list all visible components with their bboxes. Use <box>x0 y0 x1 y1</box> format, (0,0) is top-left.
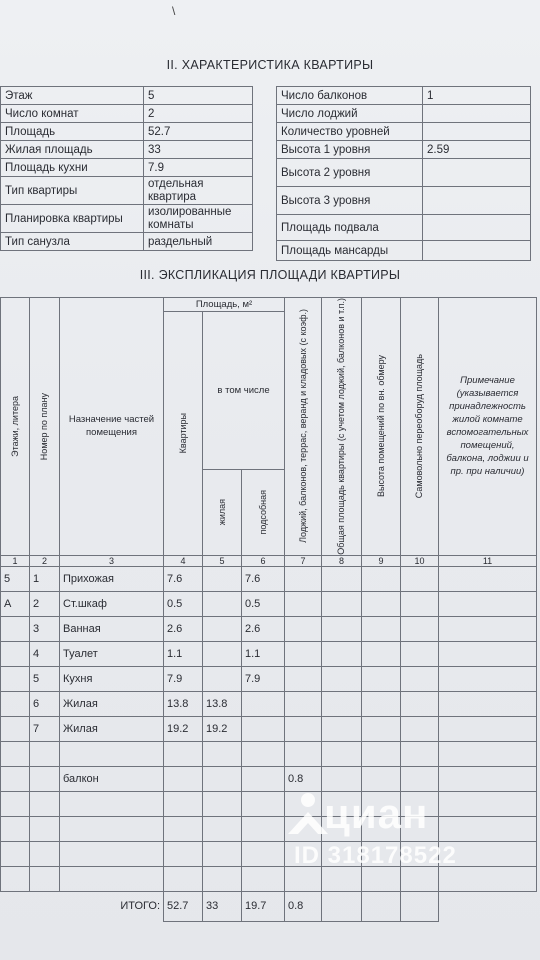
cell-empty <box>362 591 401 616</box>
cell-loggia <box>285 566 322 591</box>
cell-name: Кухня <box>60 666 164 691</box>
cell-empty <box>362 666 401 691</box>
cell-empty <box>401 691 439 716</box>
cell-living <box>203 866 242 891</box>
char-value <box>423 123 531 141</box>
cell-empty <box>322 641 362 666</box>
cell-floor <box>1 691 30 716</box>
cell-living <box>203 791 242 816</box>
cell-floor <box>1 816 30 841</box>
cell-empty <box>439 641 537 666</box>
char-label: Жилая площадь <box>1 141 144 159</box>
header-inner-height: Высота помещений по вн. обмеру <box>362 298 401 556</box>
char-value: 2.59 <box>423 141 531 159</box>
cell-empty <box>322 591 362 616</box>
header-auxiliary: подсобная <box>242 469 285 555</box>
cell-empty <box>362 616 401 641</box>
column-number: 3 <box>60 555 164 566</box>
cell-flat <box>164 741 203 766</box>
cell-name <box>60 816 164 841</box>
char-label: Высота 3 уровня <box>277 187 423 215</box>
cell-no: 6 <box>30 691 60 716</box>
cell-no: 1 <box>30 566 60 591</box>
table-row <box>1 716 537 741</box>
table-row <box>1 766 537 791</box>
char-value: 5 <box>144 87 253 105</box>
column-number: 6 <box>242 555 285 566</box>
column-number: 9 <box>362 555 401 566</box>
header-flat: Квартиры <box>164 312 203 556</box>
total-aux: 19.7 <box>242 891 285 921</box>
cell-aux <box>242 816 285 841</box>
header-including: в том числе <box>203 312 285 470</box>
char-value <box>423 105 531 123</box>
total-cell <box>322 891 362 921</box>
cell-no: 2 <box>30 591 60 616</box>
cell-floor <box>1 641 30 666</box>
char-label: Этаж <box>1 87 144 105</box>
table-row <box>1 566 537 591</box>
cell-empty <box>322 716 362 741</box>
cell-empty <box>401 566 439 591</box>
char-value <box>423 187 531 215</box>
cell-name <box>60 866 164 891</box>
cell-no: 3 <box>30 616 60 641</box>
cell-empty <box>322 616 362 641</box>
section2-title: II. ХАРАКТЕРИСТИКА КВАРТИРЫ <box>166 58 374 72</box>
table-row <box>1 641 537 666</box>
cell-aux <box>242 741 285 766</box>
char-value: 1 <box>423 87 531 105</box>
cell-no: 4 <box>30 641 60 666</box>
cell-loggia <box>285 591 322 616</box>
column-number: 2 <box>30 555 60 566</box>
char-label: Площадь кухни <box>1 159 144 177</box>
char-value: 7.9 <box>144 159 253 177</box>
header-area: Площадь, м² <box>164 298 285 312</box>
cell-no <box>30 791 60 816</box>
cell-flat: 7.6 <box>164 566 203 591</box>
total-cell <box>401 891 439 921</box>
char-label: Количество уровней <box>277 123 423 141</box>
cell-flat <box>164 841 203 866</box>
cell-living <box>203 566 242 591</box>
cell-living <box>203 741 242 766</box>
column-numbers-row <box>1 555 537 566</box>
header-note: Примечание (указывается принадлежность жилой комнате вспомогательных помещений, балкона, лоджии и пр. при наличии) <box>439 298 537 556</box>
cell-empty <box>439 591 537 616</box>
header-total-area: Общая площадь квартиры (с учетом лоджий, балконов и т.п.) <box>322 298 362 556</box>
cell-empty <box>439 716 537 741</box>
cell-empty <box>322 766 362 791</box>
cell-flat: 1.1 <box>164 641 203 666</box>
cell-empty <box>401 666 439 691</box>
char-label: Число комнат <box>1 105 144 123</box>
cell-floor <box>1 866 30 891</box>
char-label: Высота 1 уровня <box>277 141 423 159</box>
cell-empty <box>362 691 401 716</box>
header-floor: Этажи, литера <box>1 298 30 556</box>
cell-name <box>60 791 164 816</box>
cell-name: Прихожая <box>60 566 164 591</box>
cell-empty <box>362 766 401 791</box>
cell-flat <box>164 791 203 816</box>
char-value: 52.7 <box>144 123 253 141</box>
table-row <box>1 791 537 816</box>
total-living: 33 <box>203 891 242 921</box>
watermark-brand: циан <box>324 790 429 837</box>
header-loggia: Лоджий, балконов, террас, веранд и кладовых (с коэф.) <box>285 298 322 556</box>
cell-loggia <box>285 641 322 666</box>
char-value <box>423 215 531 241</box>
cell-aux <box>242 716 285 741</box>
cell-no <box>30 766 60 791</box>
cell-aux: 2.6 <box>242 616 285 641</box>
column-number: 4 <box>164 555 203 566</box>
cell-flat: 13.8 <box>164 691 203 716</box>
char-label: Тип санузла <box>1 233 144 251</box>
cell-flat: 0.5 <box>164 591 203 616</box>
cell-name: Туалет <box>60 641 164 666</box>
cell-no: 5 <box>30 666 60 691</box>
cell-floor <box>1 766 30 791</box>
cell-loggia <box>285 741 322 766</box>
char-value: раздельный <box>144 233 253 251</box>
column-number: 5 <box>203 555 242 566</box>
cell-living <box>203 616 242 641</box>
table-row <box>1 616 537 641</box>
cell-aux <box>242 691 285 716</box>
cell-loggia <box>285 691 322 716</box>
cell-living <box>203 766 242 791</box>
char-value: 2 <box>144 105 253 123</box>
cell-living <box>203 841 242 866</box>
characteristics-table-left <box>0 86 253 251</box>
cell-floor: А <box>1 591 30 616</box>
cell-flat <box>164 766 203 791</box>
cell-empty <box>322 741 362 766</box>
cell-empty <box>362 716 401 741</box>
cell-loggia <box>285 616 322 641</box>
header-self-rebuilt: Самовольно переоборуд площадь <box>401 298 439 556</box>
cell-aux: 0.5 <box>242 591 285 616</box>
cell-aux <box>242 766 285 791</box>
cell-empty <box>439 616 537 641</box>
header-living: жилая <box>203 469 242 555</box>
cell-no <box>30 841 60 866</box>
char-label: Планировка квартиры <box>1 205 144 233</box>
total-flat: 52.7 <box>164 891 203 921</box>
cell-loggia <box>285 666 322 691</box>
cell-aux <box>242 791 285 816</box>
cell-aux: 1.1 <box>242 641 285 666</box>
cell-flat: 2.6 <box>164 616 203 641</box>
header-plan-number: Номер по плану <box>30 298 60 556</box>
cell-living <box>203 591 242 616</box>
char-label: Число балконов <box>277 87 423 105</box>
cell-aux <box>242 866 285 891</box>
column-number: 1 <box>1 555 30 566</box>
scan-mark: \ <box>172 4 176 18</box>
table-row <box>1 741 537 766</box>
cell-no <box>30 866 60 891</box>
char-value: отдельная квартира <box>144 177 253 205</box>
table-row <box>1 666 537 691</box>
cell-empty <box>322 666 362 691</box>
char-value <box>423 159 531 187</box>
char-label: Высота 2 уровня <box>277 159 423 187</box>
cell-empty <box>322 691 362 716</box>
cell-flat <box>164 866 203 891</box>
cell-empty <box>362 641 401 666</box>
cell-flat <box>164 816 203 841</box>
cell-living: 19.2 <box>203 716 242 741</box>
cell-empty <box>362 566 401 591</box>
cell-empty <box>362 741 401 766</box>
char-label: Площадь мансарды <box>277 241 423 261</box>
header-purpose: Назначение частей помещения <box>60 298 164 556</box>
cell-loggia: 0.8 <box>285 766 322 791</box>
cell-living <box>203 641 242 666</box>
char-label: Тип квартиры <box>1 177 144 205</box>
table-row <box>1 691 537 716</box>
cell-empty <box>439 691 537 716</box>
explication-table <box>0 297 537 922</box>
cell-empty <box>439 766 537 791</box>
char-label: Число лоджий <box>277 105 423 123</box>
cell-empty <box>401 616 439 641</box>
cell-empty <box>401 766 439 791</box>
cell-floor: 5 <box>1 566 30 591</box>
char-value: 33 <box>144 141 253 159</box>
cell-living <box>203 666 242 691</box>
cell-floor <box>1 841 30 866</box>
cell-empty <box>439 741 537 766</box>
cell-aux: 7.9 <box>242 666 285 691</box>
cell-no <box>30 816 60 841</box>
cell-empty <box>401 741 439 766</box>
cell-flat: 7.9 <box>164 666 203 691</box>
column-number: 8 <box>322 555 362 566</box>
char-value: изолированные комнаты <box>144 205 253 233</box>
totals-row <box>1 891 537 921</box>
cell-no: 7 <box>30 716 60 741</box>
cell-loggia <box>285 716 322 741</box>
watermark-listing-id: ID 318178522 <box>294 842 457 869</box>
cell-floor <box>1 791 30 816</box>
section3-title: III. ЭКСПЛИКАЦИЯ ПЛОЩАДИ КВАРТИРЫ <box>139 268 401 282</box>
cell-name: Жилая <box>60 691 164 716</box>
characteristics-table-right <box>276 86 531 261</box>
cell-living <box>203 816 242 841</box>
cell-name: балкон <box>60 766 164 791</box>
cell-empty <box>439 566 537 591</box>
cell-living: 13.8 <box>203 691 242 716</box>
cell-floor <box>1 616 30 641</box>
cell-empty <box>401 641 439 666</box>
column-number: 7 <box>285 555 322 566</box>
char-label: Площадь <box>1 123 144 141</box>
cell-name <box>60 841 164 866</box>
cell-floor <box>1 716 30 741</box>
cell-name: Жилая <box>60 716 164 741</box>
table-row <box>1 816 537 841</box>
cell-name: Ванная <box>60 616 164 641</box>
char-label: Площадь подвала <box>277 215 423 241</box>
cell-empty <box>401 716 439 741</box>
cell-empty <box>401 591 439 616</box>
column-number: 10 <box>401 555 439 566</box>
column-number: 11 <box>439 555 537 566</box>
cell-aux: 7.6 <box>242 566 285 591</box>
cell-flat: 19.2 <box>164 716 203 741</box>
cell-empty <box>439 666 537 691</box>
cell-empty <box>439 791 537 816</box>
totals-label: ИТОГО: <box>60 891 164 921</box>
char-value <box>423 241 531 261</box>
total-loggia: 0.8 <box>285 891 322 921</box>
cell-name: Ст.шкаф <box>60 591 164 616</box>
cell-empty <box>322 566 362 591</box>
cell-floor <box>1 666 30 691</box>
cell-aux <box>242 841 285 866</box>
cell-name <box>60 741 164 766</box>
table-row <box>1 591 537 616</box>
cell-no <box>30 741 60 766</box>
cell-floor <box>1 741 30 766</box>
cell-empty <box>439 816 537 841</box>
total-cell <box>362 891 401 921</box>
